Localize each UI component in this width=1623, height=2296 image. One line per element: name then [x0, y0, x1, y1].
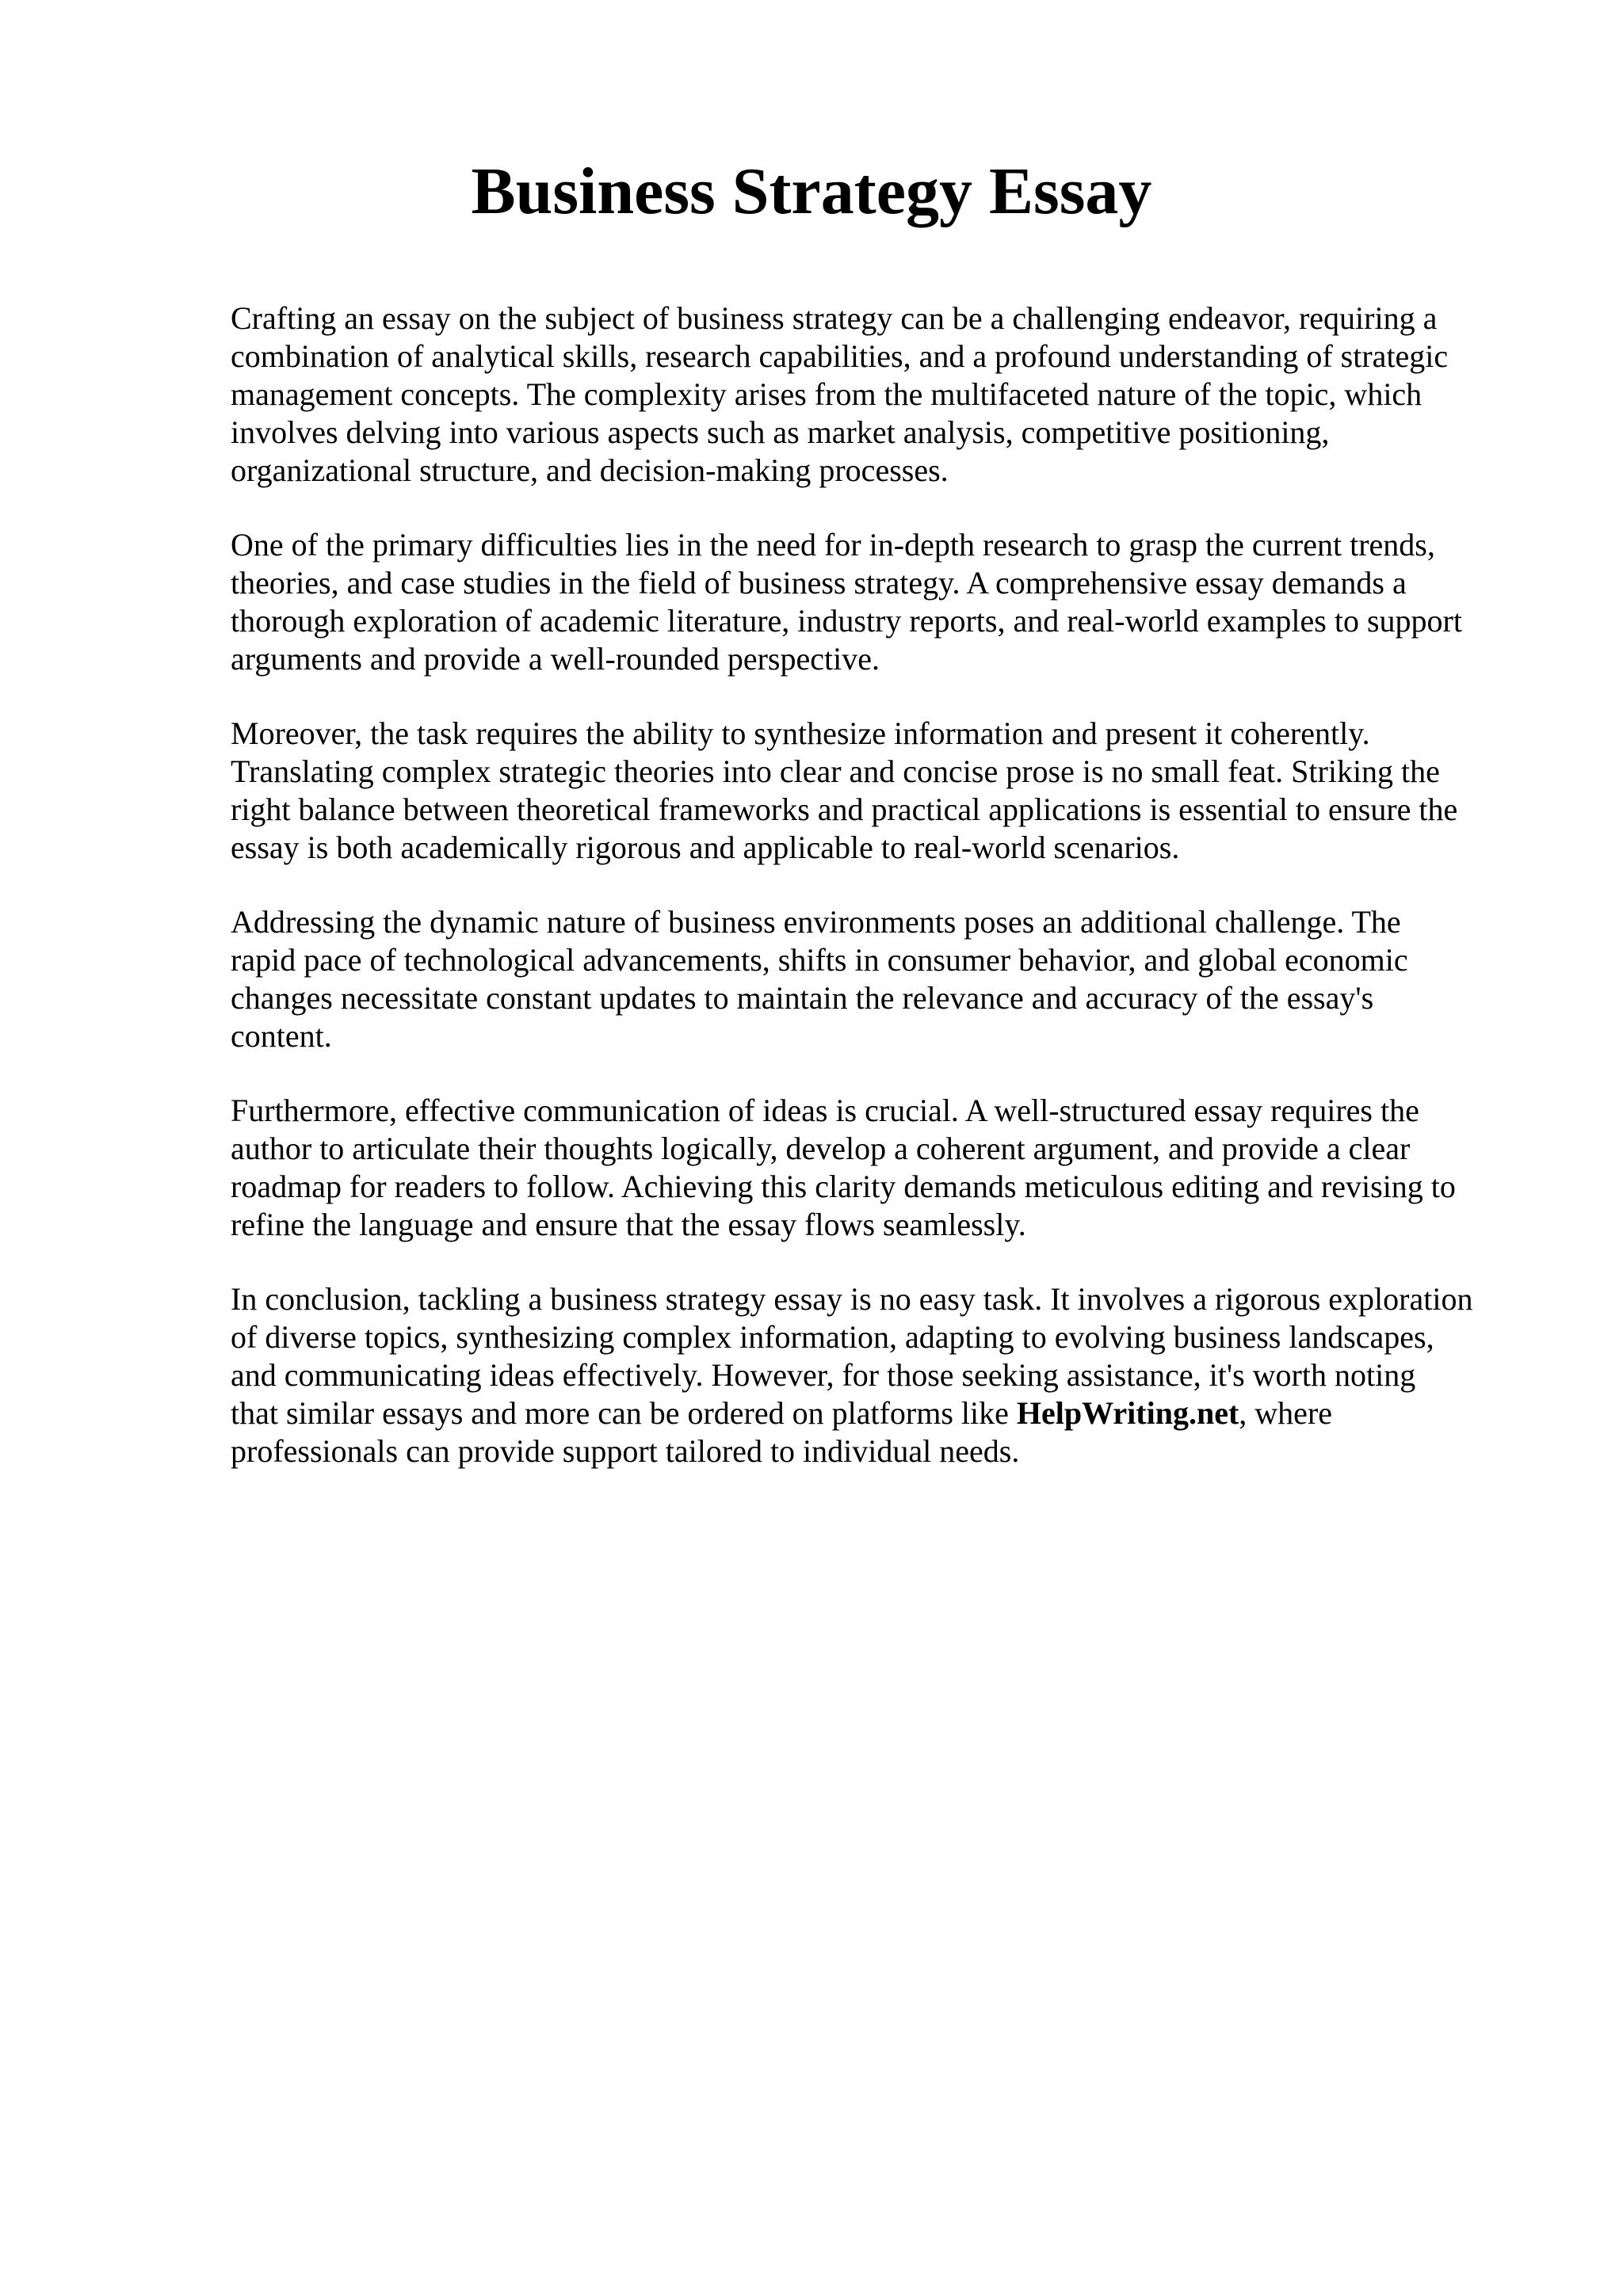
paragraph-line: rapid pace of technological advancements, shifts in consumer behavior, and global economic — [231, 942, 1408, 978]
paragraph-line: theories, and case studies in the field of business strategy. A comprehensive essay demands a — [231, 565, 1407, 601]
paragraph-line: Addressing the dynamic nature of business environments poses an additional challenge. The — [231, 904, 1401, 940]
paragraph-line: Translating complex strategic theories into clear and concise prose is no small feat. Striking the — [231, 753, 1440, 789]
document-body — [231, 299, 1546, 1507]
conclusion-text-after-brand: , where — [1239, 1395, 1333, 1431]
paragraph-line: involves delving into various aspects such as market analysis, competitive positioning, — [231, 414, 1330, 450]
conclusion-text-before-brand: that similar essays and more can be ordered on platforms like — [231, 1395, 1017, 1431]
paragraph-line: Furthermore, effective communication of ideas is crucial. A well-structured essay requires the — [231, 1093, 1419, 1128]
paragraph-line: organizational structure, and decision-making processes. — [231, 452, 949, 488]
paragraph-line: of diverse topics, synthesizing complex information, adapting to evolving business landscapes, — [231, 1319, 1434, 1355]
paragraph-4 — [231, 903, 1546, 1055]
paragraph-line: In conclusion, tackling a business strategy essay is no easy task. It involves a rigorous exploration — [231, 1281, 1473, 1317]
paragraph-line: combination of analytical skills, research capabilities, and a profound understanding of strategic — [231, 338, 1449, 374]
paragraph-line: content. — [231, 1018, 332, 1054]
paragraph-line: and communicating ideas effectively. However, for those seeking assistance, it's worth noting — [231, 1357, 1416, 1393]
paragraph-line: arguments and provide a well-rounded perspective. — [231, 641, 880, 677]
paragraph-line: author to articulate their thoughts logically, develop a coherent argument, and provide a clear — [231, 1131, 1411, 1166]
paragraph-line: refine the language and ensure that the essay flows seamlessly. — [231, 1207, 1026, 1242]
document-title: Business Strategy Essay — [471, 154, 1152, 228]
paragraph-line: right balance between theoretical frameworks and practical applications is essential to ensure the — [231, 791, 1458, 827]
paragraph-3 — [231, 715, 1546, 867]
paragraph-line: essay is both academically rigorous and applicable to real-world scenarios. — [231, 830, 1180, 865]
paragraph-line: Moreover, the task requires the ability to synthesize information and present it coherently. — [231, 715, 1370, 751]
paragraph-5 — [231, 1092, 1546, 1244]
paragraph-2 — [231, 526, 1546, 678]
paragraph-1 — [231, 299, 1546, 490]
conclusion-paragraph — [231, 1280, 1546, 1470]
paragraph-line: professionals can provide support tailored to individual needs. — [231, 1433, 1020, 1469]
paragraph-line: management concepts. The complexity arises from the multifaceted nature of the topic, which — [231, 376, 1423, 412]
paragraph-line — [231, 1394, 1546, 1432]
paragraph-line: changes necessitate constant updates to maintain the relevance and accuracy of the essay's — [231, 980, 1374, 1016]
paragraph-line: One of the primary difficulties lies in the need for in-depth research to grasp the current trends, — [231, 527, 1435, 563]
brand-name: HelpWriting.net — [1016, 1395, 1239, 1431]
paragraph-line: Crafting an essay on the subject of business strategy can be a challenging endeavor, requiring a — [231, 300, 1438, 336]
paragraph-line: roadmap for readers to follow. Achieving this clarity demands meticulous editing and revising to — [231, 1169, 1456, 1204]
paragraph-line: thorough exploration of academic literature, industry reports, and real-world examples to support — [231, 603, 1462, 639]
